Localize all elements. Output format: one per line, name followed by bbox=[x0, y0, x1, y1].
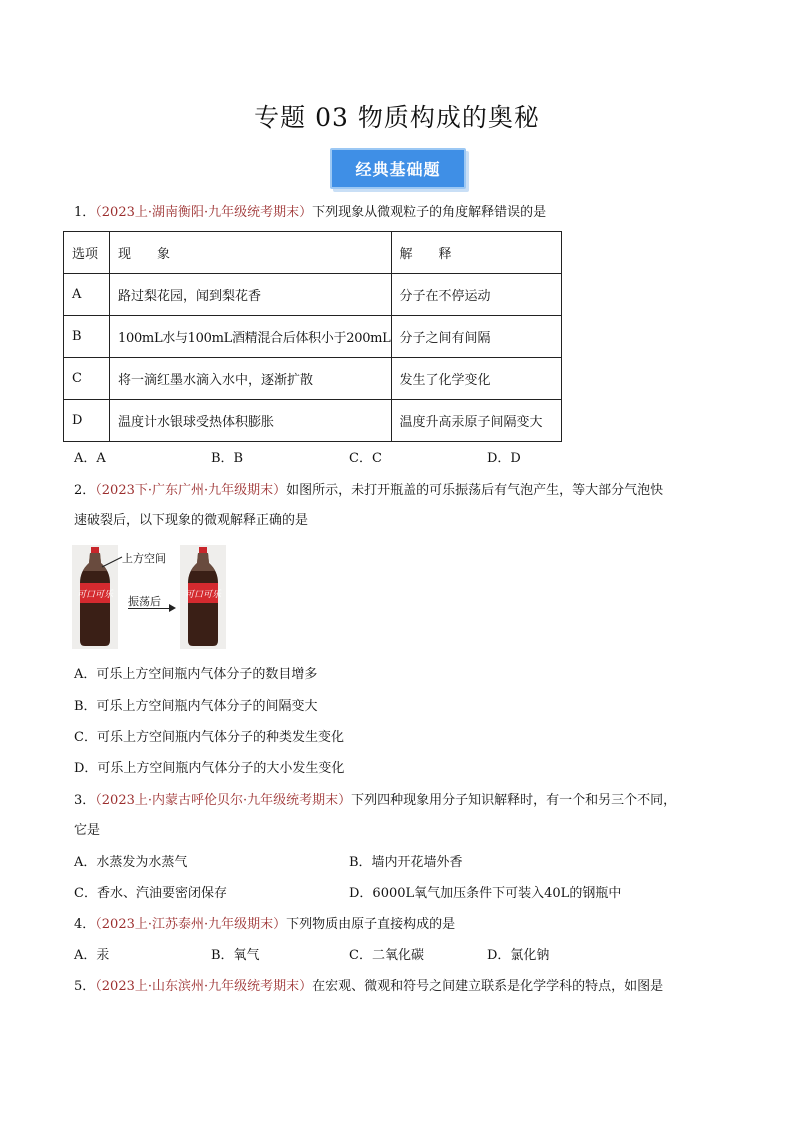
question-1 bbox=[74, 203, 546, 223]
option-b: B．B bbox=[211, 451, 244, 466]
question-number: 4． bbox=[74, 917, 96, 932]
option-b: B．氧气 bbox=[211, 948, 260, 963]
option-a: A．A bbox=[74, 451, 106, 466]
table-header: 选项 bbox=[64, 232, 110, 274]
table-row bbox=[64, 274, 562, 316]
question-4 bbox=[74, 915, 455, 935]
table-cell: 100mL水与100mL酒精混合后体积小于200mL bbox=[110, 316, 392, 358]
page-title: 专题 03 物质构成的奥秘 bbox=[254, 103, 540, 132]
option-d: D．6000L氧气加压条件下可装入40L的钢瓶中 bbox=[349, 886, 622, 901]
bottle-label: 可口可乐 bbox=[76, 590, 114, 600]
option-c: C．可乐上方空间瓶内气体分子的种类发生变化 bbox=[74, 730, 344, 745]
option-c: C．香水、汽油要密闭保存 bbox=[74, 886, 227, 901]
section-badge: 经典基础题 bbox=[330, 148, 466, 189]
question-number: 1． bbox=[74, 205, 96, 220]
question-source: （2023上·山东滨州·九年级统考期末） bbox=[95, 979, 313, 994]
question-number: 5． bbox=[74, 979, 96, 994]
question-text: 下列现象从微观粒子的角度解释错误的是 bbox=[312, 205, 547, 220]
question-text: 下列四种现象用分子知识解释时，有一个和另三个不同， bbox=[351, 793, 677, 808]
question-2-line-2: 速破裂后，以下现象的微观解释正确的是 bbox=[74, 513, 309, 528]
question-source: （2023上·江苏泰州·九年级期末） bbox=[95, 917, 287, 932]
question-3 bbox=[74, 791, 676, 811]
option-d: D．可乐上方空间瓶内气体分子的大小发生变化 bbox=[74, 761, 345, 776]
question-source: （2023上·内蒙古呼伦贝尔·九年级统考期末） bbox=[95, 793, 352, 808]
table-cell: C bbox=[64, 358, 110, 400]
table-header: 解 释 bbox=[391, 232, 561, 274]
table-cell: 发生了化学变化 bbox=[391, 358, 561, 400]
option-c: C．二氧化碳 bbox=[349, 948, 424, 963]
table-cell: B bbox=[64, 316, 110, 358]
cola-bottle-after bbox=[180, 545, 226, 649]
table-cell: 分子之间有间隔 bbox=[391, 316, 561, 358]
table-cell: 路过梨花园，闻到梨花香 bbox=[110, 274, 392, 316]
space-label: 上方空间 bbox=[122, 552, 166, 565]
question-source: （2023上·湖南衡阳·九年级统考期末） bbox=[95, 205, 313, 220]
table-cell: A bbox=[64, 274, 110, 316]
option-b: B．墙内开花墙外香 bbox=[349, 855, 463, 870]
question-source: （2023下·广东广州·九年级期末） bbox=[95, 483, 287, 498]
option-a: A．可乐上方空间瓶内气体分子的数目增多 bbox=[74, 667, 318, 682]
table-cell: 温度计水银球受热体积膨胀 bbox=[110, 400, 392, 442]
question-text: 如图所示，未打开瓶盖的可乐振荡后有气泡产生，等大部分气泡快 bbox=[286, 483, 664, 498]
option-a: A．水蒸发为水蒸气 bbox=[74, 855, 188, 870]
question-text: 下列物质由原子直接构成的是 bbox=[286, 917, 456, 932]
option-a: A．汞 bbox=[74, 948, 110, 963]
arrow-line bbox=[128, 608, 172, 609]
option-c: C．C bbox=[349, 451, 382, 466]
table-header: 现 象 bbox=[110, 232, 392, 274]
question-2 bbox=[74, 481, 663, 501]
question-1-table bbox=[63, 231, 562, 442]
option-b: B．可乐上方空间瓶内气体分子的间隔变大 bbox=[74, 699, 318, 714]
question-number: 3． bbox=[74, 793, 96, 808]
question-text: 在宏观、微观和符号之间建立联系是化学学科的特点，如图是 bbox=[312, 979, 664, 994]
table-cell: D bbox=[64, 400, 110, 442]
question-3-line-2: 它是 bbox=[74, 823, 101, 838]
bottle-label: 可口可乐 bbox=[184, 590, 222, 600]
option-d: D．D bbox=[487, 451, 521, 466]
question-5 bbox=[74, 977, 663, 997]
arrow-label: 振荡后 bbox=[128, 595, 161, 608]
table-row bbox=[64, 316, 562, 358]
table-row bbox=[64, 358, 562, 400]
table-cell: 温度升高汞原子间隔变大 bbox=[391, 400, 561, 442]
option-d: D．氯化钠 bbox=[487, 948, 550, 963]
table-row bbox=[64, 400, 562, 442]
table-cell: 分子在不停运动 bbox=[391, 274, 561, 316]
question-number: 2． bbox=[74, 483, 96, 498]
table-header-row bbox=[64, 232, 562, 274]
table-cell: 将一滴红墨水滴入水中，逐渐扩散 bbox=[110, 358, 392, 400]
cola-figure bbox=[72, 545, 230, 649]
arrow-right-icon bbox=[169, 604, 176, 612]
